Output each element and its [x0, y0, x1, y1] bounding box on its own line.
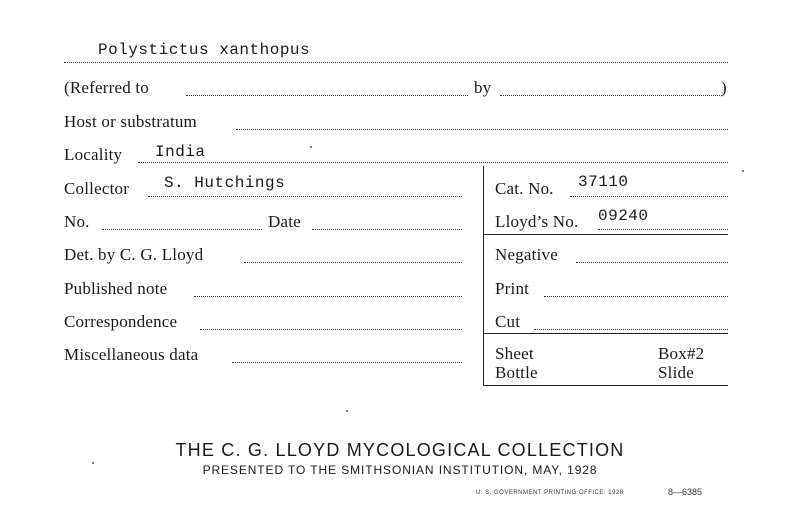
print-line	[544, 296, 728, 297]
box-value: #2	[686, 344, 705, 363]
referred-to-label: (Referred to	[64, 78, 149, 97]
box-label	[658, 344, 704, 364]
date-line	[312, 229, 462, 230]
locality-label: Locality	[64, 145, 123, 164]
by-label: by	[474, 78, 492, 97]
print-label: Print	[495, 279, 530, 298]
published-line	[194, 296, 462, 297]
collector-value: S. Hutchings	[164, 174, 286, 192]
print-speck	[742, 170, 744, 172]
slide-label: Slide	[658, 363, 694, 382]
lloyd-no-value: 09240	[598, 207, 649, 225]
cut-label: Cut	[495, 312, 521, 331]
print-speck	[310, 146, 312, 148]
print-speck	[92, 462, 94, 464]
catalog-box-divider-top	[483, 234, 728, 235]
collector-line	[148, 196, 462, 197]
published-label: Published note	[64, 279, 168, 298]
collector-label: Collector	[64, 179, 130, 198]
cut-line	[534, 329, 728, 330]
no-line	[102, 229, 262, 230]
cat-no-line	[570, 196, 728, 197]
print-speck	[346, 410, 348, 412]
species-name: Polystictus xanthopus	[98, 41, 311, 59]
det-label: Det. by C. G. Lloyd	[64, 245, 204, 264]
det-line	[244, 262, 462, 263]
printing-office-note: U. S. GOVERNMENT PRINTING OFFICE: 1928	[476, 490, 624, 496]
cat-no-label: Cat. No.	[495, 179, 554, 198]
referred-to-line	[186, 95, 468, 96]
box-label-text: Box	[658, 344, 687, 363]
species-name-line	[64, 62, 728, 63]
locality-line	[138, 162, 728, 163]
no-label: No.	[64, 212, 90, 231]
form-number: 8—6385	[668, 487, 703, 497]
collection-title: THE C. G. LLOYD MYCOLOGICAL COLLECTION	[175, 440, 625, 460]
negative-label: Negative	[495, 245, 558, 264]
host-label: Host or substratum	[64, 112, 197, 131]
close-paren: )	[721, 78, 727, 97]
cat-no-value: 37110	[578, 173, 629, 191]
locality-value: India	[155, 143, 206, 161]
catalog-box-divider-mid	[483, 333, 728, 334]
date-label: Date	[268, 212, 301, 231]
sheet-label: Sheet	[495, 344, 534, 363]
misc-line	[232, 362, 462, 363]
negative-line	[576, 262, 728, 263]
host-line	[236, 129, 728, 130]
bottle-label: Bottle	[495, 363, 538, 382]
correspondence-label: Correspondence	[64, 312, 178, 331]
misc-label: Miscellaneous data	[64, 345, 199, 364]
collection-subtitle: PRESENTED TO THE SMITHSONIAN INSTITUTION, MAY, 1928	[202, 463, 598, 477]
lloyd-no-label: Lloyd’s No.	[495, 212, 579, 231]
correspondence-line	[200, 329, 462, 330]
catalog-box-left-border	[483, 166, 484, 386]
lloyd-no-line	[598, 229, 728, 230]
by-line	[500, 95, 722, 96]
catalog-box-bottom-border	[483, 385, 728, 386]
